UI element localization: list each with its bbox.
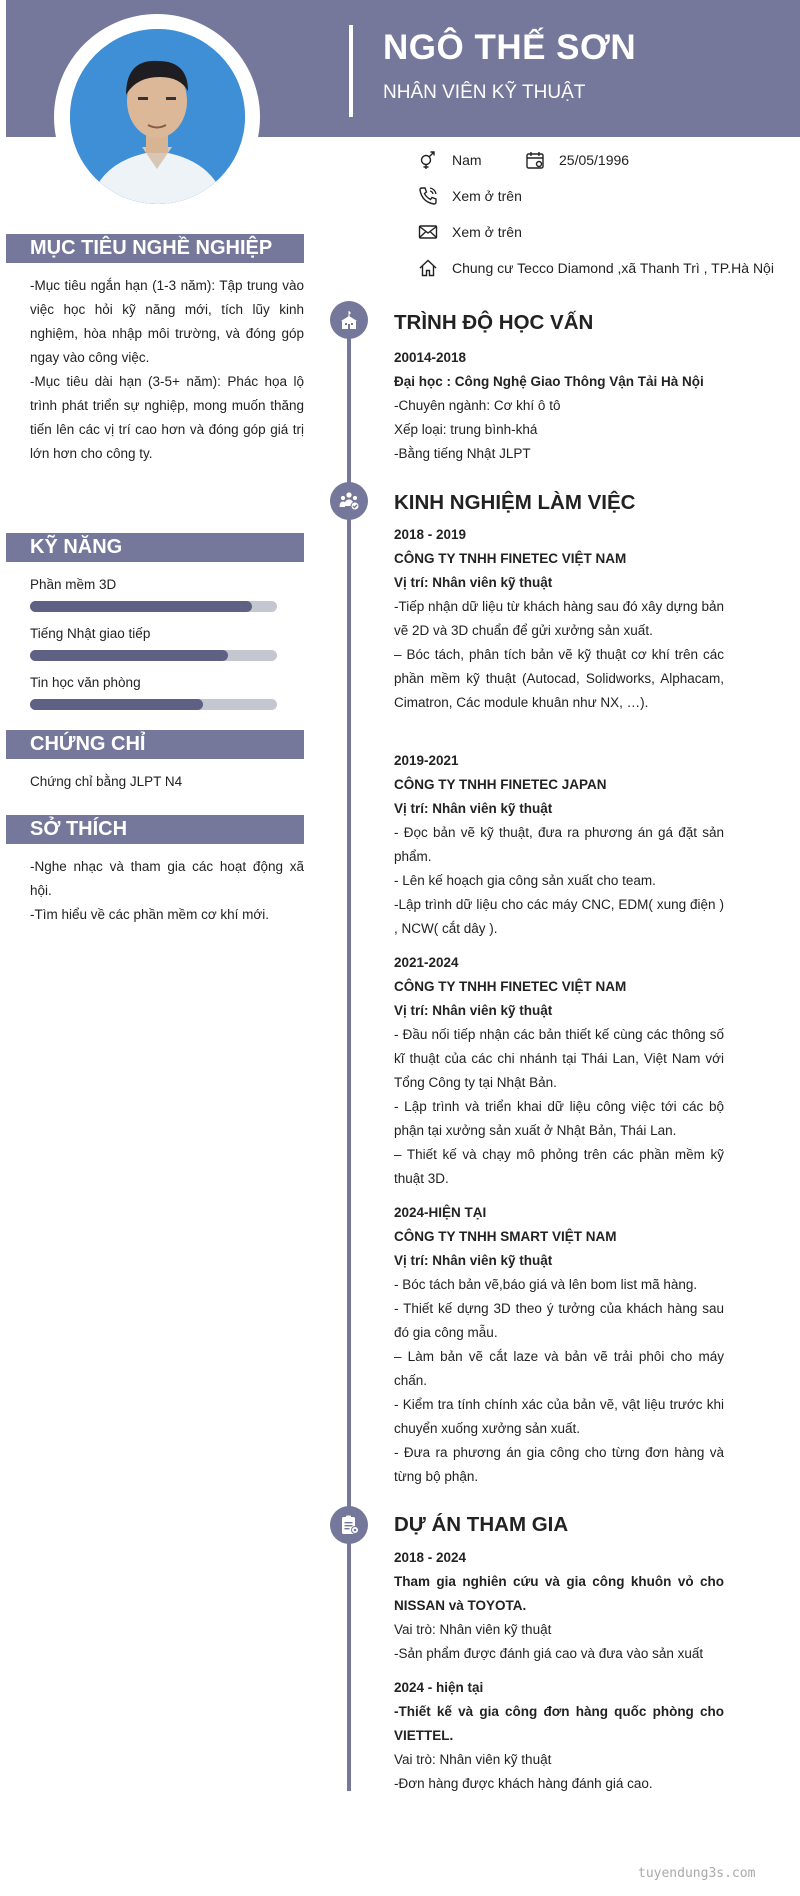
job-duty: – Bóc tách, phân tích bản vẽ kỹ thuật cơ khí trên các phần mềm kỹ thuật (Autocad, Solidworks, Alphacam, Cimatron, Các module khuân như NX, …). (394, 647, 724, 710)
birthdate-text: 25/05/1996 (559, 152, 630, 168)
project-entry (394, 1676, 724, 1796)
job-duty: - Đầu nối tiếp nhận các bản thiết kế cùng các thông số kĩ thuật của các chi nhánh tại Thái Lan, Việt Nam với Tổng Công ty tại Nhật Bản. (394, 1027, 724, 1090)
job-position: Vị trí: Nhân viên kỹ thuật (394, 801, 553, 816)
job-duty: - Đưa ra phương án gia công cho từng đơn hàng và từng bộ phận. (394, 1445, 724, 1484)
job-position: Vị trí: Nhân viên kỹ thuật (394, 575, 553, 590)
job-entry (394, 749, 724, 941)
candidate-title: NHÂN VIÊN KỸ THUẬT (383, 82, 586, 103)
experience-title: KINH NGHIỆM LÀM VIỆC (394, 491, 636, 514)
objective-title: MỤC TIÊU NGHỀ NGHIỆP (6, 234, 304, 263)
job-period: 2018 - 2019 (394, 527, 467, 542)
birthdate-row (525, 150, 629, 170)
home-icon (418, 258, 440, 278)
job-duty: – Làm bản vẽ cắt laze và bản vẽ trải phôi cho máy chấn. (394, 1349, 724, 1388)
calendar-icon (525, 150, 547, 170)
project-period: 2024 - hiện tại (394, 1680, 484, 1695)
skill-bar (30, 699, 277, 710)
project-role: Vai trò: Nhân viên kỹ thuật (394, 1622, 552, 1637)
project-name: Tham gia nghiên cứu và gia công khuôn vỏ cho NISSAN và TOYOTA. (394, 1574, 724, 1613)
gender-icon (418, 150, 440, 170)
watermark: tuyendung3s.com (638, 1866, 756, 1881)
email-text: Xem ở trên (452, 224, 522, 240)
job-duty: - Bóc tách bản vẽ,báo giá và lên bom list mã hàng. (394, 1277, 698, 1292)
job-duty: -Tiếp nhận dữ liệu từ khách hàng sau đó xây dựng bản vẽ 2D và 3D chuẩn để gửi xưởng sản xuất. (394, 599, 724, 638)
education-major: -Chuyên ngành: Cơ khí ô tô (394, 398, 561, 413)
timeline-line (347, 316, 351, 1791)
job-duty: - Đọc bản vẽ kỹ thuật, đưa ra phương án gá đặt sản phẩm. (394, 825, 724, 864)
phone-icon (418, 186, 440, 206)
job-duty: -Lập trình dữ liệu cho các máy CNC, EDM( xung điện ) , NCW( cắt dây ). (394, 897, 724, 936)
job-period: 2021-2024 (394, 955, 459, 970)
address-text: Chung cư Tecco Diamond ,xã Thanh Trì , TP.Hà Nội (452, 260, 774, 276)
mail-icon (418, 222, 440, 242)
hobbies-title: SỞ THÍCH (6, 815, 304, 844)
avatar (70, 29, 245, 204)
job-duty: - Kiểm tra tính chính xác của bản vẽ, vật liệu trước khi chuyển xuống xưởng sản xuất. (394, 1397, 724, 1436)
job-position: Vị trí: Nhân viên kỹ thuật (394, 1253, 553, 1268)
phone-row (418, 186, 522, 206)
candidate-name: NGÔ THẾ SƠN (383, 28, 637, 67)
project-icon (330, 1506, 368, 1544)
header-divider (349, 25, 353, 117)
education-period: 20014-2018 (394, 350, 467, 365)
education-rank: Xếp loại: trung bình-khá (394, 422, 538, 437)
skill-label: Tiếng Nhật giao tiếp (30, 626, 151, 641)
job-company: CÔNG TY TNHH FINETEC VIỆT NAM (394, 551, 627, 566)
address-row (418, 258, 774, 278)
job-position: Vị trí: Nhân viên kỹ thuật (394, 1003, 553, 1018)
job-duty: - Thiết kế dựng 3D theo ý tưởng của khách hàng sau đó gia công mẫu. (394, 1301, 724, 1340)
skill-bar-fill (30, 699, 203, 710)
gender-row (418, 150, 482, 170)
hobby-item: -Tìm hiểu về các phần mềm cơ khí mới. (30, 907, 270, 922)
hobby-item: -Nghe nhạc và tham gia các hoạt động xã hội. (30, 859, 304, 898)
skill-bar (30, 601, 277, 612)
gender-text: Nam (452, 152, 482, 168)
project-result: -Sản phẩm được đánh giá cao và đưa vào sản xuất (394, 1646, 704, 1661)
project-result: -Đơn hàng được khách hàng đánh giá cao. (394, 1776, 653, 1791)
email-row (418, 222, 522, 242)
education-entry (394, 346, 724, 466)
team-icon (330, 482, 368, 520)
projects-title: DỰ ÁN THAM GIA (394, 1513, 569, 1536)
project-period: 2018 - 2024 (394, 1550, 467, 1565)
objective-short-term: -Mục tiêu ngắn hạn (1-3 năm): Tập trung vào việc học hỏi kỹ năng mới, tích lũy kinh nghiệm, hòa nhập môi trường, và đóng góp ngay vào công việc. (30, 278, 304, 365)
education-extra: -Bằng tiếng Nhật JLPT (394, 446, 531, 461)
certificate-text: Chứng chỉ bằng JLPT N4 (30, 774, 183, 789)
job-duty: - Lập trình và triển khai dữ liệu công việc tới các bộ phận tại xưởng sản xuất ở Nhật Bản, Thái Lan. (394, 1099, 724, 1138)
job-period: 2024-HIỆN TẠI (394, 1205, 487, 1220)
project-entry (394, 1546, 724, 1666)
education-title: TRÌNH ĐỘ HỌC VẤN (394, 311, 594, 334)
job-entry (394, 951, 724, 1191)
certificates-title: CHỨNG CHỈ (6, 730, 304, 759)
job-entry (394, 1201, 724, 1489)
skills-title: KỸ NĂNG (6, 533, 304, 562)
education-school: Đại học : Công Nghệ Giao Thông Vận Tải Hà Nội (394, 374, 704, 389)
job-duty: - Lên kế hoạch gia công sản xuất cho team. (394, 873, 656, 888)
skill-bar-fill (30, 601, 252, 612)
job-company: CÔNG TY TNHH FINETEC JAPAN (394, 777, 607, 792)
project-role: Vai trò: Nhân viên kỹ thuật (394, 1752, 552, 1767)
school-icon (330, 301, 368, 339)
skill-bar-fill (30, 650, 228, 661)
job-entry (394, 523, 724, 715)
objective-long-term: -Mục tiêu dài hạn (3-5+ năm): Phác họa lộ trình phát triển sự nghiệp, mong muốn thăng tiến lên các vị trí cao hơn và đóng góp giá trị lớn hơn cho công ty. (30, 374, 304, 461)
skill-label: Tin học văn phòng (30, 675, 141, 690)
job-duty: – Thiết kế và chạy mô phỏng trên các phần mềm kỹ thuật 3D. (394, 1147, 724, 1186)
job-period: 2019-2021 (394, 753, 459, 768)
job-company: CÔNG TY TNHH SMART VIỆT NAM (394, 1229, 617, 1244)
job-company: CÔNG TY TNHH FINETEC VIỆT NAM (394, 979, 627, 994)
phone-text: Xem ở trên (452, 188, 522, 204)
project-name: -Thiết kế và gia công đơn hàng quốc phòng cho VIETTEL. (394, 1704, 724, 1743)
skill-label: Phần mềm 3D (30, 577, 117, 592)
skill-bar (30, 650, 277, 661)
